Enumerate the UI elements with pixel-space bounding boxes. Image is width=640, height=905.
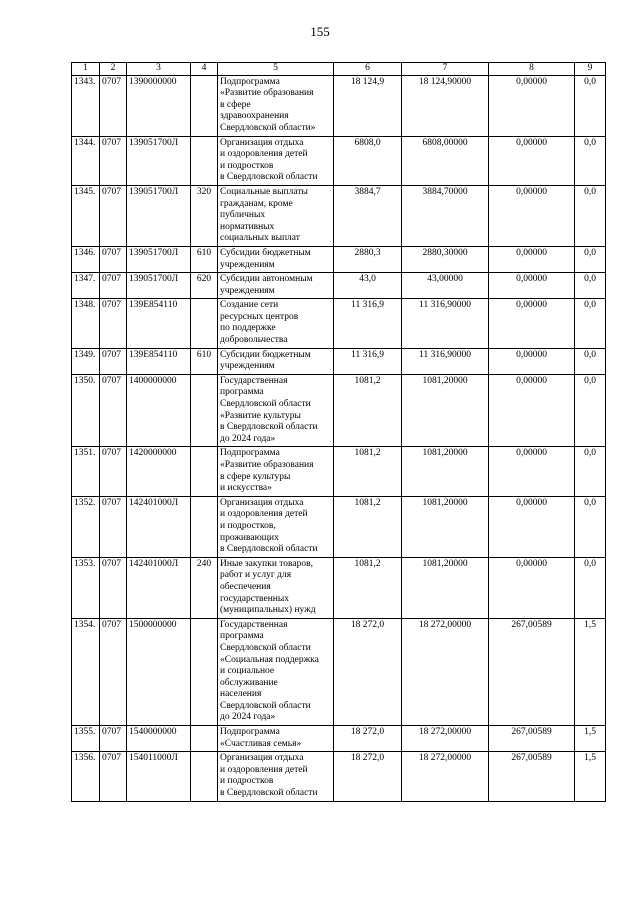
planned-amount: 11 316,9	[334, 299, 402, 348]
column-7-value: 18 272,00000	[402, 752, 489, 801]
planned-amount: 18 272,0	[334, 752, 402, 801]
percent-value: 0,0	[575, 447, 606, 496]
percent-value: 1,5	[575, 752, 606, 801]
percent-value: 0,0	[575, 273, 606, 299]
row-number: 1352.	[72, 496, 100, 557]
planned-amount: 1081,2	[334, 374, 402, 447]
column-header: 2	[100, 63, 127, 76]
column-7-value: 1081,20000	[402, 374, 489, 447]
section-code: 0707	[100, 752, 127, 801]
percent-value: 0,0	[575, 348, 606, 374]
column-8-value: 0,00000	[489, 75, 575, 136]
column-8-value: 0,00000	[489, 299, 575, 348]
table-row	[72, 136, 606, 185]
expense-type	[191, 618, 218, 725]
table-row	[72, 374, 606, 447]
row-number: 1353.	[72, 557, 100, 618]
planned-amount: 1081,2	[334, 496, 402, 557]
item-name: Государственная программа Свердловской области «Развитие культуры в Свердловской области до 2024 года»	[218, 374, 334, 447]
row-number: 1347.	[72, 273, 100, 299]
item-name: Организация отдыха и оздоровления детей и подростков, проживающих в Свердловской области	[218, 496, 334, 557]
column-7-value: 6808,00000	[402, 136, 489, 185]
section-code: 0707	[100, 557, 127, 618]
percent-value: 0,0	[575, 557, 606, 618]
table-row	[72, 299, 606, 348]
column-8-value: 0,00000	[489, 557, 575, 618]
target-code: 142401000Л	[127, 557, 191, 618]
table-row	[72, 246, 606, 272]
percent-value: 0,0	[575, 136, 606, 185]
column-7-value: 1081,20000	[402, 557, 489, 618]
item-name: Подпрограмма «Развитие образования в сфере культуры и искусства»	[218, 447, 334, 496]
expense-type: 320	[191, 185, 218, 246]
table-row	[72, 273, 606, 299]
expense-type	[191, 374, 218, 447]
row-number: 1354.	[72, 618, 100, 725]
section-code: 0707	[100, 75, 127, 136]
column-7-value: 18 272,00000	[402, 726, 489, 752]
column-header: 8	[489, 63, 575, 76]
section-code: 0707	[100, 726, 127, 752]
expense-type	[191, 75, 218, 136]
table-row	[72, 557, 606, 618]
percent-value: 0,0	[575, 496, 606, 557]
column-7-value: 3884,70000	[402, 185, 489, 246]
item-name: Субсидии бюджетным учреждениям	[218, 246, 334, 272]
expense-type: 620	[191, 273, 218, 299]
planned-amount: 11 316,9	[334, 348, 402, 374]
row-number: 1344.	[72, 136, 100, 185]
percent-value: 0,0	[575, 299, 606, 348]
section-code: 0707	[100, 136, 127, 185]
expense-type	[191, 136, 218, 185]
column-8-value: 267,00589	[489, 726, 575, 752]
target-code: 139Е854110	[127, 299, 191, 348]
section-code: 0707	[100, 246, 127, 272]
percent-value: 0,0	[575, 246, 606, 272]
row-number: 1351.	[72, 447, 100, 496]
column-8-value: 0,00000	[489, 185, 575, 246]
column-8-value: 267,00589	[489, 752, 575, 801]
expense-type	[191, 496, 218, 557]
expense-type	[191, 299, 218, 348]
table-body	[72, 75, 606, 801]
percent-value: 1,5	[575, 726, 606, 752]
column-header: 5	[218, 63, 334, 76]
row-number: 1348.	[72, 299, 100, 348]
item-name: Организация отдыха и оздоровления детей и подростков в Свердловской области	[218, 752, 334, 801]
table-row	[72, 726, 606, 752]
section-code: 0707	[100, 447, 127, 496]
column-header: 1	[72, 63, 100, 76]
section-code: 0707	[100, 618, 127, 725]
column-7-value: 1081,20000	[402, 447, 489, 496]
column-8-value: 0,00000	[489, 246, 575, 272]
percent-value: 0,0	[575, 185, 606, 246]
item-name: Социальные выплаты гражданам, кроме публичных нормативных социальных выплат	[218, 185, 334, 246]
planned-amount: 1081,2	[334, 557, 402, 618]
column-header: 7	[402, 63, 489, 76]
target-code: 139051700Л	[127, 246, 191, 272]
section-code: 0707	[100, 496, 127, 557]
row-number: 1349.	[72, 348, 100, 374]
column-header: 3	[127, 63, 191, 76]
planned-amount: 18 272,0	[334, 726, 402, 752]
item-name: Организация отдыха и оздоровления детей и подростков в Свердловской области	[218, 136, 334, 185]
target-code: 1540000000	[127, 726, 191, 752]
column-7-value: 43,00000	[402, 273, 489, 299]
table-row	[72, 185, 606, 246]
percent-value: 1,5	[575, 618, 606, 725]
column-number-row	[72, 63, 606, 76]
planned-amount: 18 272,0	[334, 618, 402, 725]
planned-amount: 3884,7	[334, 185, 402, 246]
target-code: 154011000Л	[127, 752, 191, 801]
row-number: 1356.	[72, 752, 100, 801]
column-header: 6	[334, 63, 402, 76]
column-8-value: 0,00000	[489, 374, 575, 447]
item-name: Подпрограмма «Счастливая семья»	[218, 726, 334, 752]
row-number: 1350.	[72, 374, 100, 447]
target-code: 1390000000	[127, 75, 191, 136]
section-code: 0707	[100, 273, 127, 299]
item-name: Государственная программа Свердловской области «Социальная поддержка и социальное обслуживание населения Свердловской области до 2024 года»	[218, 618, 334, 725]
expense-type: 610	[191, 246, 218, 272]
section-code: 0707	[100, 374, 127, 447]
target-code: 142401000Л	[127, 496, 191, 557]
page-number: 155	[310, 24, 330, 39]
section-code: 0707	[100, 185, 127, 246]
planned-amount: 2880,3	[334, 246, 402, 272]
table-row	[72, 75, 606, 136]
row-number: 1355.	[72, 726, 100, 752]
column-7-value: 11 316,90000	[402, 348, 489, 374]
expense-type: 240	[191, 557, 218, 618]
section-code: 0707	[100, 348, 127, 374]
planned-amount: 18 124,9	[334, 75, 402, 136]
expense-type	[191, 752, 218, 801]
budget-table	[71, 62, 606, 802]
target-code: 1400000000	[127, 374, 191, 447]
column-8-value: 0,00000	[489, 348, 575, 374]
column-7-value: 11 316,90000	[402, 299, 489, 348]
column-8-value: 0,00000	[489, 273, 575, 299]
target-code: 1500000000	[127, 618, 191, 725]
planned-amount: 1081,2	[334, 447, 402, 496]
column-7-value: 18 124,90000	[402, 75, 489, 136]
table-row	[72, 447, 606, 496]
table-row	[72, 618, 606, 725]
percent-value: 0,0	[575, 374, 606, 447]
expense-type	[191, 726, 218, 752]
column-header: 4	[191, 63, 218, 76]
percent-value: 0,0	[575, 75, 606, 136]
table-row	[72, 348, 606, 374]
row-number: 1343.	[72, 75, 100, 136]
column-8-value: 0,00000	[489, 496, 575, 557]
target-code: 1420000000	[127, 447, 191, 496]
column-8-value: 267,00589	[489, 618, 575, 725]
item-name: Субсидии бюджетным учреждениям	[218, 348, 334, 374]
row-number: 1345.	[72, 185, 100, 246]
column-7-value: 1081,20000	[402, 496, 489, 557]
planned-amount: 43,0	[334, 273, 402, 299]
column-8-value: 0,00000	[489, 447, 575, 496]
expense-type	[191, 447, 218, 496]
row-number: 1346.	[72, 246, 100, 272]
section-code: 0707	[100, 299, 127, 348]
target-code: 139051700Л	[127, 185, 191, 246]
column-header: 9	[575, 63, 606, 76]
column-7-value: 18 272,00000	[402, 618, 489, 725]
item-name: Субсидии автономным учреждениям	[218, 273, 334, 299]
column-7-value: 2880,30000	[402, 246, 489, 272]
target-code: 139051700Л	[127, 273, 191, 299]
expense-type: 610	[191, 348, 218, 374]
item-name: Иные закупки товаров, работ и услуг для обеспечения государственных (муниципальных) нужд	[218, 557, 334, 618]
table-row	[72, 496, 606, 557]
target-code: 139Е854110	[127, 348, 191, 374]
column-8-value: 0,00000	[489, 136, 575, 185]
item-name: Создание сети ресурсных центров по поддержке добровольчества	[218, 299, 334, 348]
planned-amount: 6808,0	[334, 136, 402, 185]
item-name: Подпрограмма «Развитие образования в сфере здравоохранения Свердловской области»	[218, 75, 334, 136]
table-row	[72, 752, 606, 801]
target-code: 139051700Л	[127, 136, 191, 185]
